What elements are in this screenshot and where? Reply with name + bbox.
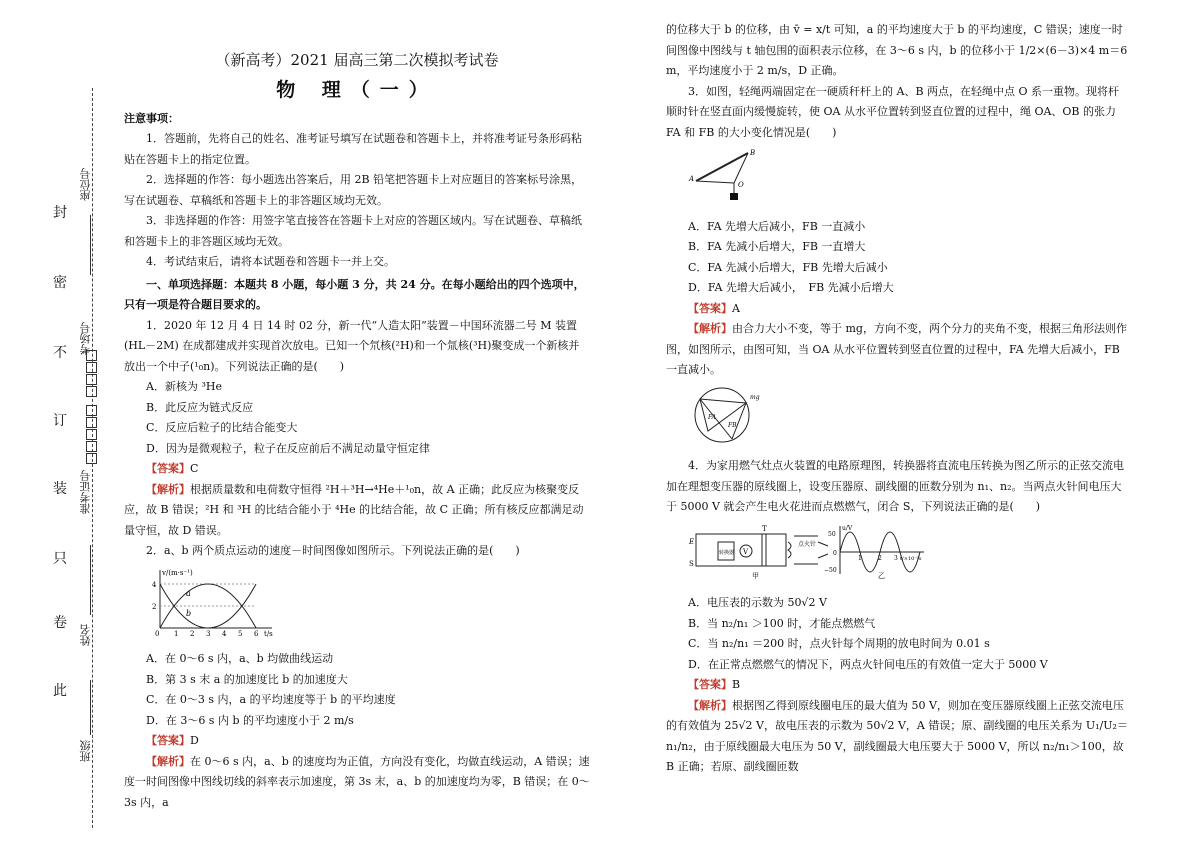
notice-heading: 注意事项： [124, 111, 179, 125]
circuit-label: T [762, 524, 767, 533]
answer-label: 【答案】 [688, 678, 732, 691]
option: C．反应后粒子的比结合能变大 [146, 421, 298, 434]
notice-item: 1．答题前，先将自己的姓名、准考证号填写在试题卷和答题卡上，并将准考证号条形码粘贴在答题卡上的指定位置。 [124, 132, 582, 166]
tick-label: 0 [155, 629, 160, 638]
answer-label: 【答案】 [688, 301, 732, 315]
option: D．在 3～6 s 内 b 的平均速度小于 2 m/s [146, 713, 354, 727]
circuit-label: S [689, 559, 694, 568]
notice-item: 3．非选择题的作答：用签字笔直接答在答题卡上对应的答题区域内。写在试题卷、草稿纸和答题卡上的非答题区域均无效。 [124, 214, 582, 248]
seat-number-label: 座位号 [79, 168, 92, 201]
left-column [124, 48, 590, 813]
option: D．因为是微观粒子，粒子在反应前后不满足动量守恒定律 [146, 441, 430, 455]
admission-number-field[interactable] [86, 405, 96, 465]
option: B．第 3 s 末 a 的加速度比 b 的加速度大 [146, 672, 348, 686]
analysis-label: 【解析】 [688, 322, 732, 335]
class-field[interactable] [90, 680, 91, 735]
option: B．此反应为链式反应 [146, 400, 254, 414]
admission-number-label: 准考证号 [79, 470, 92, 514]
circuit-label: 转换器 [719, 549, 735, 556]
rod-diagram [688, 147, 1130, 213]
tick-label: 2 [190, 629, 195, 638]
seal-char: 封 [53, 205, 67, 221]
point-label: B [750, 149, 756, 157]
option: C．在 0～3 s 内，a 的平均速度等于 b 的平均速度 [146, 693, 396, 706]
tick-label: 6 [254, 629, 259, 638]
option: C．当 n₂/n₁ ＝200 时，点火针每个周期的放电时间为 0.01 s [688, 637, 990, 650]
tick-label: 2 [152, 602, 157, 611]
seal-char: 卷 [53, 615, 67, 631]
seal-char: 不 [53, 345, 67, 361]
option: A．FA 先增大后减小，FB 一直减小 [688, 219, 866, 233]
analysis-label: 【解析】 [146, 482, 190, 496]
tick-label: 5 [238, 629, 243, 638]
tick-label: 4 [222, 629, 227, 638]
tick-label: 2 [878, 554, 882, 562]
graph-xlabel: t/×10⁻²s [900, 555, 922, 562]
force-label: FA [708, 413, 716, 421]
option: A．电压表的示数为 50√2 V [688, 596, 827, 609]
tick-label: 3 [206, 629, 211, 638]
answer-value: D [190, 734, 199, 747]
question-stem: 2．a、b 两个质点运动的速度－时间图像如图所示。下列说法正确的是( ) [146, 544, 520, 557]
option: B．当 n₂/n₁ ＞100 时，才能点燃燃气 [688, 616, 876, 630]
graph-ylabel: u/V [842, 524, 853, 532]
vt-graph [146, 566, 590, 646]
seat-number-field[interactable] [90, 215, 91, 275]
question-stem: 4．为家用燃气灶点火装置的电路原理图，转换器将直流电压转换为图乙所示的正弦交流电加在理想变压器的原线圈上，设变压器原、副线圈的匝数分别为 n₁、n₂。当两点火针间电压大于 5000 V 就会产生电火花进而点燃燃气，闭合 S，下列说法正确的是( ) [666, 459, 1124, 513]
analysis-text: 根据质量数和电荷数守恒得 ²H＋³H→⁴He＋¹₀n，故 A 正确；此反应为核聚变反应，故 B 错误；²H 和 ³H 的比结合能小于 ⁴He 的比结合能，故 C 正确；所有核反应都满足动量守恒，故 D 错误。 [124, 482, 584, 537]
figure-caption: 乙 [878, 571, 885, 580]
exam-room-field[interactable] [86, 350, 96, 398]
force-label: FB [728, 421, 737, 429]
circuit-label: E [689, 537, 695, 546]
seal-char: 只 [53, 551, 67, 567]
force-triangle-diagram [688, 385, 1130, 453]
circuit-label: 点火针 [798, 540, 817, 548]
class-label: 班级 [79, 740, 92, 762]
tick-label: 50 [828, 530, 836, 538]
analysis-text: 根据图乙得到原线圈电压的最大值为 50 V，则加在变压器原线圈上正弦交流电压的有效值为 25√2 V，故电压表的示数为 50√2 V，A 错误；原、副线圈的电压关系为 U₁/U₂＝n₁/n₂，由于原线圈最大电压为 50 V，副线圈最大电压要大于 5000 V，所以 n₂/n₁＞100，故 B 正确；若原、副线圈匝数 [666, 698, 1128, 773]
right-column [666, 20, 1130, 778]
seal-char: 装 [53, 481, 67, 497]
answer-label: 【答案】 [146, 462, 190, 475]
option: D．FA 先增大后减小， FB 先减小后增大 [688, 281, 894, 294]
tick-label: 0 [833, 549, 837, 557]
notice-item: 4．考试结束后，请将本试题卷和答题卡一并上交。 [146, 255, 395, 268]
curve-label-a: a [186, 588, 191, 598]
answer-label: 【答案】 [146, 734, 190, 747]
tick-label: 1 [174, 629, 179, 638]
figure-caption: 甲 [752, 571, 759, 580]
tick-label: −50 [824, 566, 837, 574]
graph-xlabel: t/s [264, 629, 273, 638]
binding-margin [0, 0, 120, 849]
analysis-label: 【解析】 [146, 754, 190, 768]
curve-label-b: b [186, 608, 192, 618]
option: A．新核为 ³He [146, 380, 222, 393]
seal-char: 此 [53, 683, 67, 699]
answer-value: C [190, 462, 199, 475]
tick-label: 1 [858, 554, 862, 562]
option: C．FA 先减小后增大，FB 先增大后减小 [688, 260, 888, 274]
question-stem: 1．2020 年 12 月 4 日 14 时 02 分，新一代“人造太阳”装置－中国环流器二号 M 装置(HL－2M) 在成都建成并实现首次放电。已知一个氘核(²H)和一个氚核(³H)聚变成一个新核并放出一个中子(¹₀n)。下列说法正确的是( ) [124, 318, 580, 373]
name-field[interactable] [90, 545, 91, 615]
force-label: mg [750, 393, 760, 401]
exam-title: （新高考）2021 届高三第二次模拟考试卷 [215, 51, 499, 69]
seal-char: 密 [53, 275, 67, 291]
exam-room-label: 考场号 [79, 322, 92, 355]
point-label: A [689, 175, 695, 183]
answer-value: B [732, 678, 741, 691]
notice-item: 2．选择题的作答：每小题选出答案后，用 2B 铅笔把答题卡上对应题目的答案标号涂黑，写在试题卷、草稿纸和答题卡上的非答题区域均无效。 [124, 173, 583, 207]
answer-value: A [732, 301, 740, 315]
ignition-circuit-figure [688, 522, 1130, 590]
question-stem: 3．如图，轻绳两端固定在一硬质秆杆上的 A、B 两点，在轻绳中点 O 系一重物。现将杆顺时针在竖直面内缓慢旋转，使 OA 从水平位置转到竖直位置的过程中，绳 OA、OB 的张力 FA 和 FB 的大小变化情况是( ) [666, 84, 1120, 139]
option: B．FA 先减小后增大，FB 一直增大 [688, 240, 866, 253]
section-heading: 一、单项选择题：本题共 8 小题，每小题 3 分，共 24 分。在每小题给出的四个选项中，只有一项是符合题目要求的。 [124, 277, 585, 311]
point-label: O [738, 181, 744, 189]
analysis-text: 由合力大小不变，等于 mg，方向不变，两个分力的夹角不变，根据三角形法则作图，如图所示，由图可知，当 OA 从水平位置转到竖直位置的过程中，FA 先增大后减小，FB 一直减小。 [666, 322, 1127, 376]
analysis-text: 在 0～6 s 内，a、b 的速度均为正值，方向没有变化，均做直线运动，A 错误；速度一时间图像中图线切线的斜率表示加速度，第 3s 末，a、b 的加速度均为零，B 错误；在 0～3s 内，a [124, 754, 590, 809]
graph-ylabel: v/(m·s⁻¹) [162, 568, 193, 577]
tick-label: 4 [152, 580, 157, 589]
name-label: 姓名 [79, 624, 92, 646]
tick-label: 3 [894, 554, 898, 562]
seal-char: 订 [53, 413, 67, 429]
circuit-label: V [743, 547, 749, 556]
analysis-label: 【解析】 [688, 698, 732, 712]
option: D．在正常点燃燃气的情况下，两点火针间电压的有效值一定大于 5000 V [688, 657, 1048, 671]
option: A．在 0～6 s 内，a、b 均做曲线运动 [146, 652, 334, 665]
analysis-continued: 的位移大于 b 的位移，由 v̄ = x/t 可知，a 的平均速度大于 b 的平均速度，C 错误；速度一时间图像中图线与 t 轴包围的面积表示位移，在 3～6 s 内，b 的位移小于 1/2×(6－3)×4 m＝6 m，平均速度小于 2 m/s，D 正确。 [666, 23, 1128, 77]
subject-title: 物 理（一） [276, 79, 438, 101]
